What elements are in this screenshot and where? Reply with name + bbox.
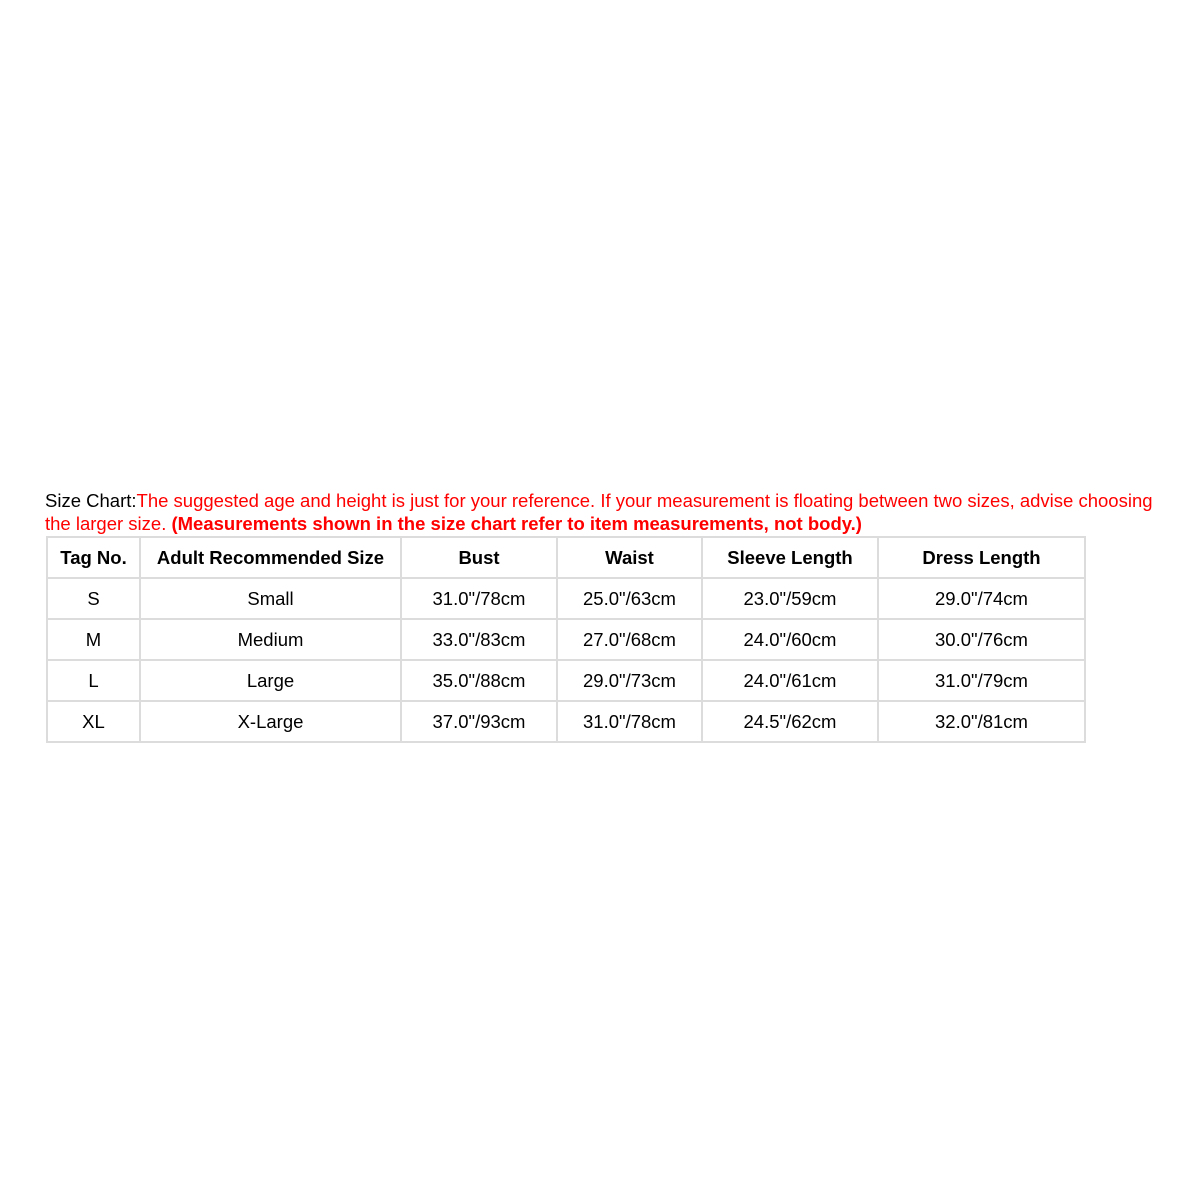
reference-note: The suggested age and height is just for your reference. If your measurement is floating between two sizes, advise choosing the larger size. — [45, 490, 1153, 534]
cell-bust: 35.0"/88cm — [401, 660, 557, 701]
header-dress-length: Dress Length — [878, 537, 1085, 578]
header-adult-size: Adult Recommended Size — [140, 537, 401, 578]
cell-sleeve: 23.0"/59cm — [702, 578, 878, 619]
cell-waist: 29.0"/73cm — [557, 660, 702, 701]
cell-size: Large — [140, 660, 401, 701]
table-row — [47, 660, 1085, 701]
cell-bust: 37.0"/93cm — [401, 701, 557, 742]
measurement-note: (Measurements shown in the size chart refer to item measurements, not body.) — [171, 513, 862, 534]
cell-dress: 30.0"/76cm — [878, 619, 1085, 660]
table-row — [47, 619, 1085, 660]
cell-tag: S — [47, 578, 140, 619]
cell-bust: 31.0"/78cm — [401, 578, 557, 619]
cell-waist: 27.0"/68cm — [557, 619, 702, 660]
cell-dress: 32.0"/81cm — [878, 701, 1085, 742]
cell-size: X-Large — [140, 701, 401, 742]
cell-size: Medium — [140, 619, 401, 660]
cell-waist: 25.0"/63cm — [557, 578, 702, 619]
header-waist: Waist — [557, 537, 702, 578]
table-row — [47, 701, 1085, 742]
cell-dress: 29.0"/74cm — [878, 578, 1085, 619]
size-chart-intro — [45, 489, 1175, 535]
cell-waist: 31.0"/78cm — [557, 701, 702, 742]
cell-size: Small — [140, 578, 401, 619]
cell-sleeve: 24.5"/62cm — [702, 701, 878, 742]
cell-tag: XL — [47, 701, 140, 742]
header-tag-no: Tag No. — [47, 537, 140, 578]
cell-sleeve: 24.0"/60cm — [702, 619, 878, 660]
table-header-row — [47, 537, 1085, 578]
header-sleeve-length: Sleeve Length — [702, 537, 878, 578]
size-chart-label: Size Chart: — [45, 490, 137, 511]
cell-bust: 33.0"/83cm — [401, 619, 557, 660]
cell-tag: M — [47, 619, 140, 660]
intro-text — [45, 489, 1175, 535]
table-row — [47, 578, 1085, 619]
cell-sleeve: 24.0"/61cm — [702, 660, 878, 701]
size-table — [46, 536, 1086, 743]
header-bust: Bust — [401, 537, 557, 578]
cell-tag: L — [47, 660, 140, 701]
cell-dress: 31.0"/79cm — [878, 660, 1085, 701]
